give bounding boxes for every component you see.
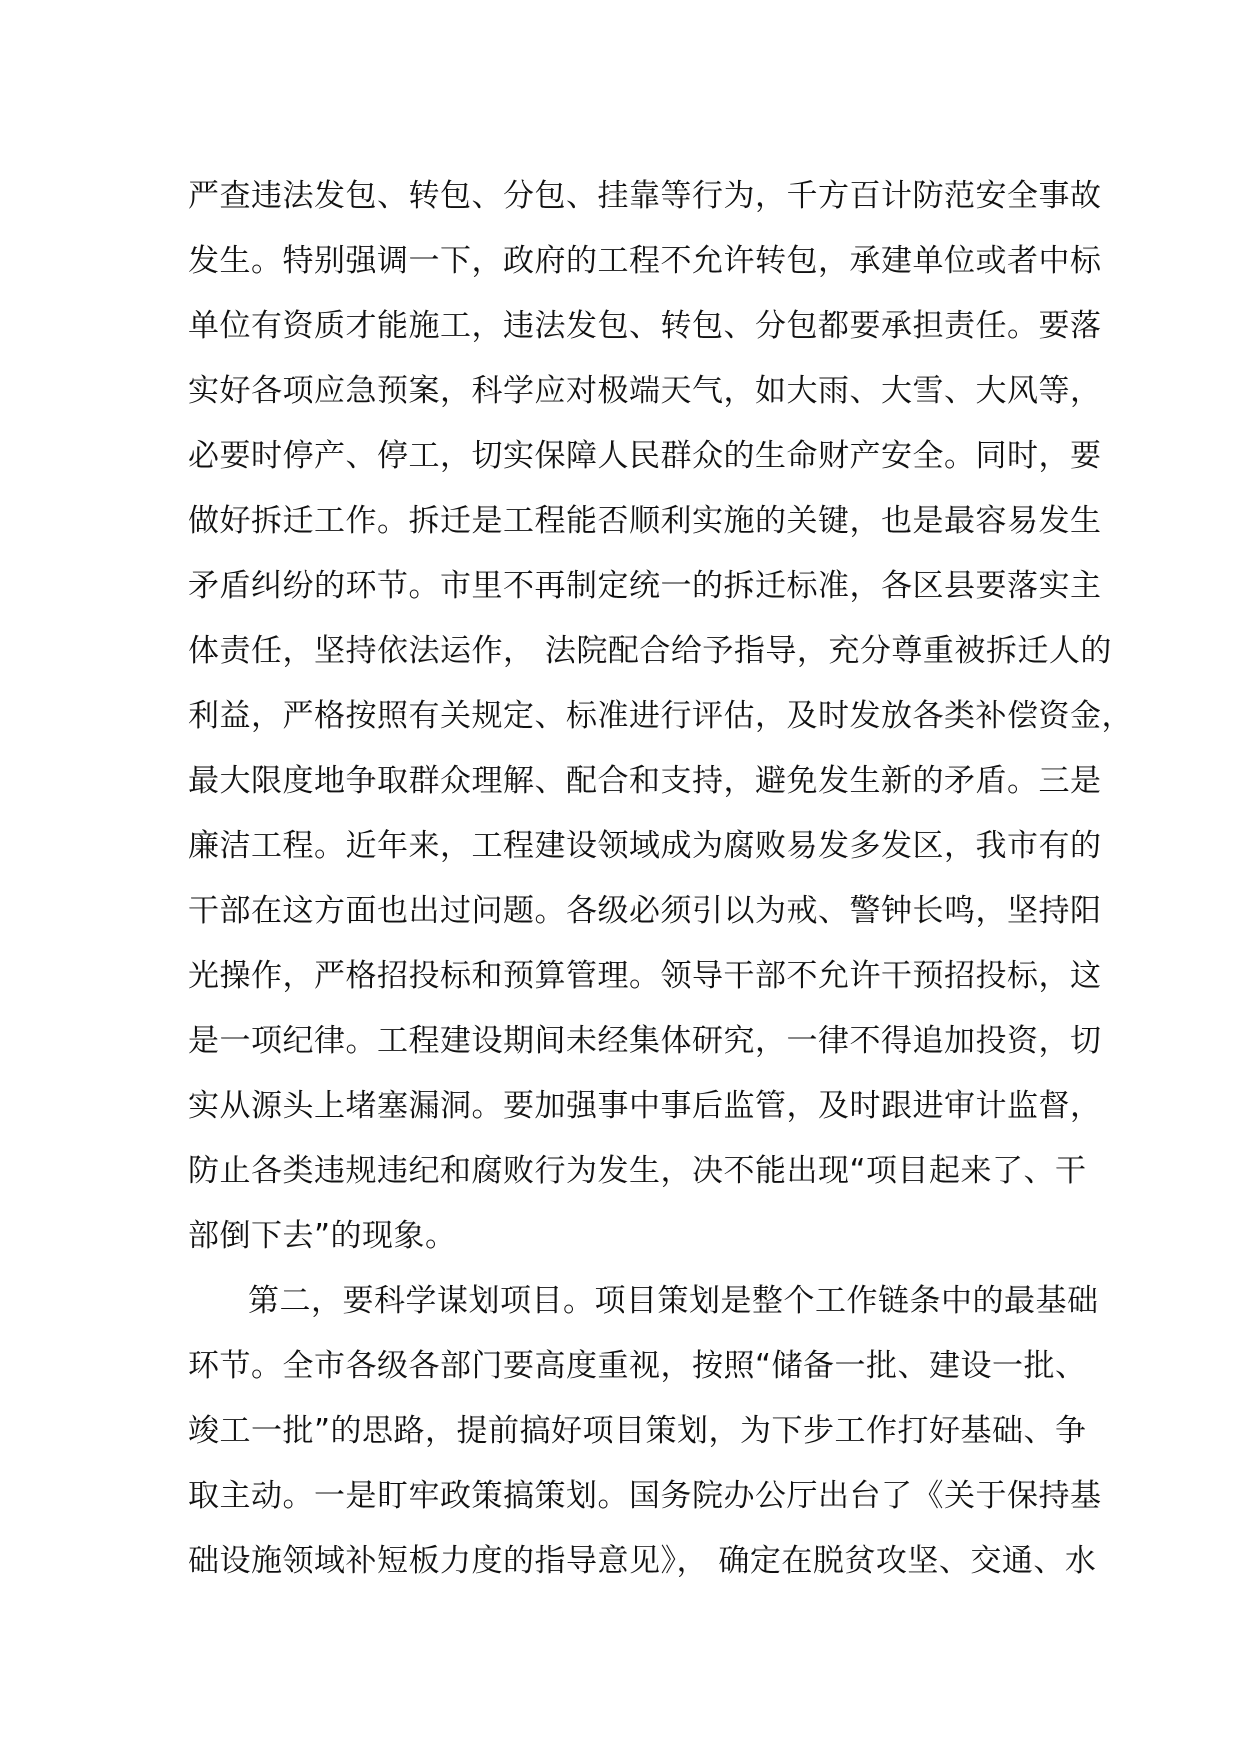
text-line: 是一项纪律。工程建设期间未经集体研究，一律不得追加投资，切 — [188, 1023, 1102, 1059]
body-text — [188, 168, 1133, 1598]
text-line: 发生。特别强调一下，政府的工程不允许转包，承建单位或者中标 — [188, 243, 1102, 279]
text-line: 础设施领域补短板力度的指导意见》， 确定在脱贫攻坚、交通、水 — [188, 1543, 1097, 1579]
text-line: 最大限度地争取群众理解、配合和支持，避免发生新的矛盾。三是 — [188, 763, 1102, 799]
text-line: 竣工一批”的思路，提前搞好项目策划，为下步工作打好基础、争 — [188, 1413, 1087, 1449]
text-line: 体责任，坚持依法运作， 法院配合给予指导，充分尊重被拆迁人的 — [188, 633, 1112, 669]
text-line: 防止各类违规违纪和腐败行为发生，决不能出现“项目起来了、干 — [188, 1153, 1087, 1189]
text-line: 实好各项应急预案，科学应对极端天气，如大雨、大雪、大风等， — [188, 373, 1102, 409]
text-line: 部倒下去”的现象。 — [188, 1218, 457, 1254]
text-line: 干部在这方面也出过问题。各级必须引以为戒、警钟长鸣，坚持阳 — [188, 893, 1102, 929]
text-line: 利益，严格按照有关规定、标准进行评估，及时发放各类补偿资金， — [188, 698, 1133, 734]
text-line: 环节。全市各级各部门要高度重视，按照“储备一批、建设一批、 — [188, 1348, 1087, 1384]
text-line: 单位有资质才能施工，违法发包、转包、分包都要承担责任。要落 — [188, 308, 1102, 344]
text-line: 廉洁工程。近年来，工程建设领域成为腐败易发多发区，我市有的 — [188, 828, 1102, 864]
text-line: 矛盾纠纷的环节。市里不再制定统一的拆迁标准，各区县要落实主 — [188, 568, 1102, 604]
text-line: 光操作，严格招投标和预算管理。领导干部不允许干预招投标，这 — [188, 958, 1102, 994]
text-line: 做好拆迁工作。拆迁是工程能否顺利实施的关键，也是最容易发生 — [188, 503, 1102, 539]
text-line: 必要时停产、停工，切实保障人民群众的生命财产安全。同时，要 — [188, 438, 1102, 474]
text-line: 实从源头上堵塞漏洞。要加强事中事后监管，及时跟进审计监督， — [188, 1088, 1102, 1124]
text-line: 取主动。一是盯牢政策搞策划。国务院办公厅出台了《关于保持基 — [188, 1478, 1102, 1514]
paragraph-first-line: 第二，要科学谋划项目。项目策划是整个工作链条中的最基础 — [248, 1283, 1099, 1319]
text-line: 严查违法发包、转包、分包、挂靠等行为，千方百计防范安全事故 — [188, 178, 1102, 214]
